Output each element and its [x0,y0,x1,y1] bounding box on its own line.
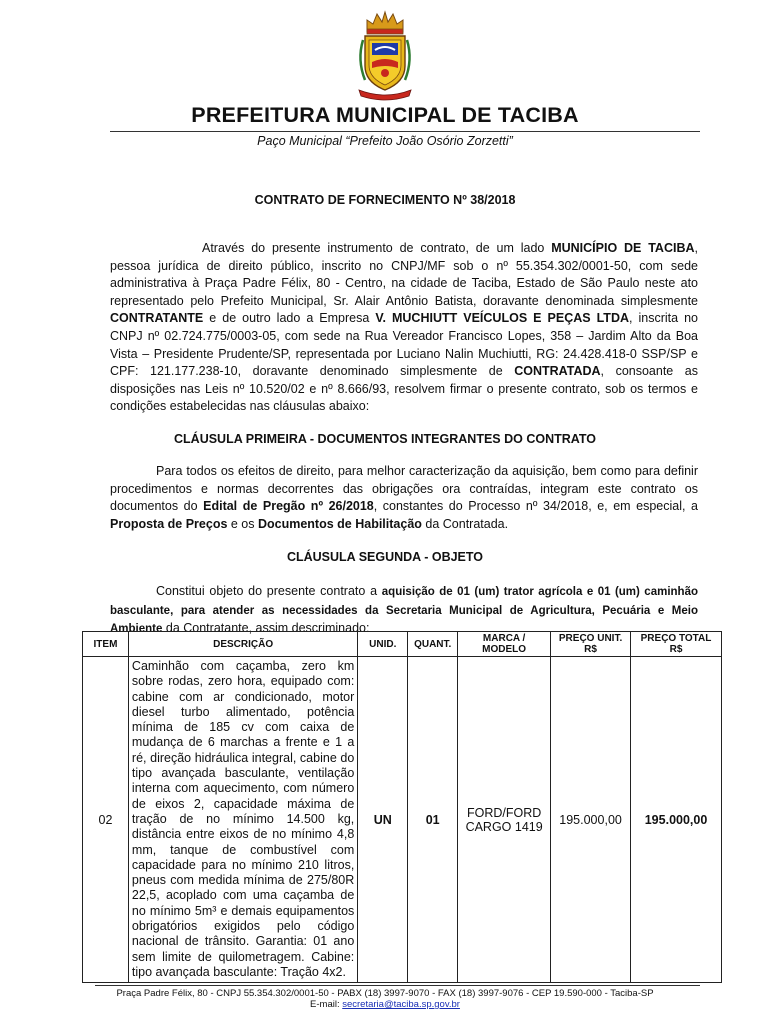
contract-title: CONTRATO DE FORNECIMENTO Nº 38/2018 [254,193,516,207]
cell-total-price: 195.000,00 [631,657,722,983]
cell-unit: UN [358,657,408,983]
cell-brand-model: FORD/FORD CARGO 1419 [458,657,551,983]
clause2-title: CLÁUSULA SEGUNDA - OBJETO [286,550,484,564]
cell-description: Caminhão com caçamba, zero km sobre rodas, zero hora, equipado com: cabine com ar condicionado, motor diesel turbo alimentado, potência mínima de 185 cv com caixa de mudança de 6 marchas a frente e 1 a ré, direção hidráulica integral, cabine do tipo avançada basculante, ventilação interna com aquecimento, com número de eixos 2, capacidade máxima de tração de no mínimo 14.500 kg, distância entre eixos de no mínimo 4,8 mm, tanque de combustível com capacidade para no mínimo 210 litros, pneus com medida mínima de 275/80R 22,5, acoplado com uma caçamba de no mínimo 5m³ e demais equipamentos obrigatórios exigidos pelo código nacional de trânsito. Garantia: 01 ano sem limite de quilometragem. Cabine: tipo avançada basculante: Tração 4x2. [128,657,357,983]
table-row [83,657,722,983]
cell-unit-price: 195.000,00 [551,657,631,983]
clause1-title: CLÁUSULA PRIMEIRA - DOCUMENTOS INTEGRANTES DO CONTRATO [174,432,596,446]
header-brand-model: MARCA / MODELO [458,632,551,657]
clause1-paragraph: Para todos os efeitos de direito, para melhor caracterização da aquisição, bem como para definir procedimentos e normas decorrentes das obrigações ora contraídas, integram este contrato os documentos do Edital de Pregão nº 26/2018, constantes do Processo nº 34/2018, e, em especial, a Proposta de Preços e os Documentos de Habilitação da Contratada. [110,464,698,531]
header-total-price: PREÇO TOTAL R$ [631,632,722,657]
clause2-paragraph: Constitui objeto do presente contrato a aquisição de 01 (um) trator agrícola e 01 (um) caminhão basculante, para atender as necessidades da Secretaria Municipal de Agricultura, Pecuária e Meio Ambiente da Contratante, assim descriminado: [110,584,698,636]
page-subtitle: Paço Municipal “Prefeito João Osório Zorzetti” [257,134,513,148]
items-table [82,631,722,983]
footer-divider [95,985,700,986]
header-unit-price: PREÇO UNIT. R$ [551,632,631,657]
cell-quantity: 01 [408,657,458,983]
header-description: DESCRIÇÃO [128,632,357,657]
header-unit: UNID. [358,632,408,657]
municipal-crest-icon [355,10,415,102]
footer-email-link[interactable]: secretaria@taciba.sp.gov.br [342,999,460,1010]
header-item: ITEM [83,632,129,657]
header-quantity: QUANT. [408,632,458,657]
page-title: PREFEITURA MUNICIPAL DE TACIBA [191,103,579,127]
cell-item: 02 [83,657,129,983]
footer-email-line [0,999,770,1010]
table-header-row [83,632,722,657]
intro-paragraph: Através do presente instrumento de contrato, de um lado MUNICÍPIO DE TACIBA, pessoa jurídica de direito público, inscrito no CNPJ/MF sob o nº 55.354.302/0001-50, com sede administrativa à Praça Padre Félix, 80 - Centro, na cidade de Taciba, Estado de São Paulo neste ato representado pelo Prefeito Municipal, Sr. Alair Antônio Batista, doravante denominada simplesmente CONTRATANTE e de outro lado a Empresa V. MUCHIUTT VEÍCULOS E PEÇAS LTDA, inscrita no CNPJ nº 02.724.775/0003-05, com sede na Rua Vereador Francisco Lopes, 358 – Jardim Alto da Boa Vista – Presidente Prudente/SP, representada por Luciano Nalin Muchiutti, RG: 24.428.418-0 SSP/SP e CPF: 121.177.238-10, doravante denominado simplesmente de CONTRATADA, consoante as disposições nas Leis nº 10.520/02 e nº 8.666/93, resolvem firmar o presente contrato, sob os termos e condições estabelecidas nas cláusulas abaixo: [110,241,699,414]
footer-email-label: E-mail: [310,999,343,1010]
footer-address: Praça Padre Félix, 80 - CNPJ 55.354.302/0001-50 - PABX (18) 3997-9070 - FAX (18) 3997-9076 - CEP 19.590-000 - Taciba-SP [116,988,654,999]
header-divider [110,131,700,132]
